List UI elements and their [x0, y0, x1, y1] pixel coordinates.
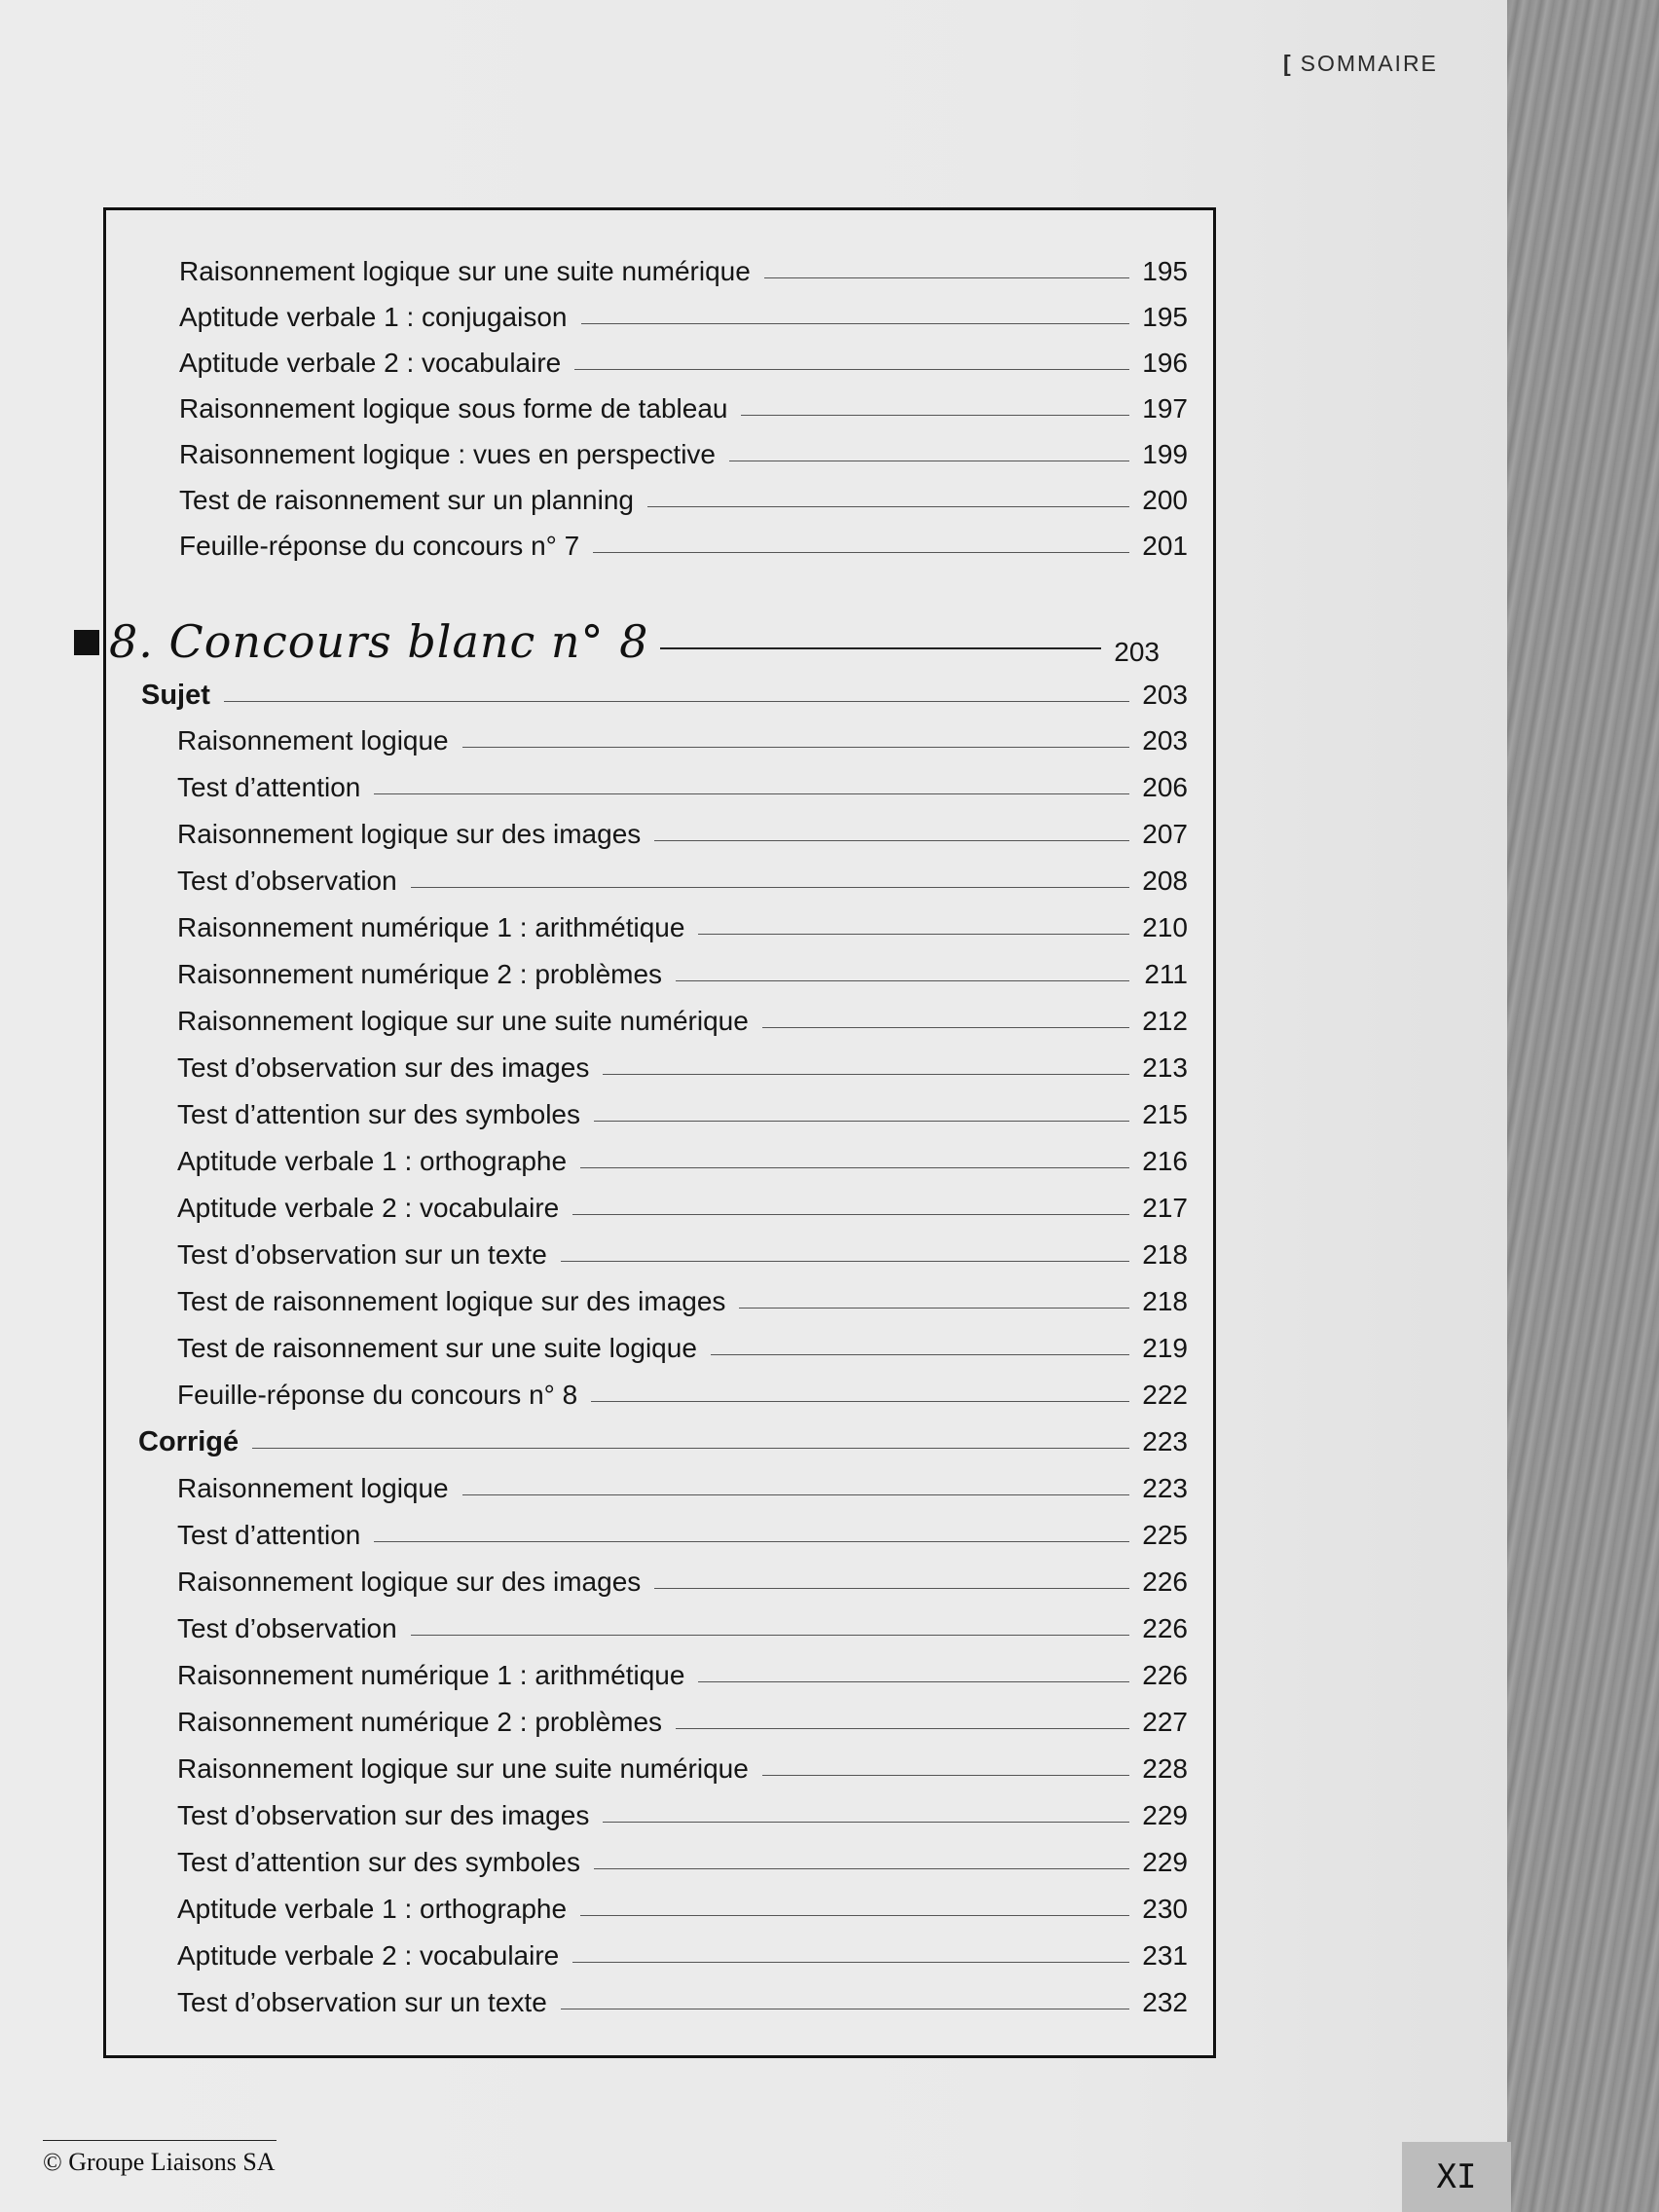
copyright-notice: © Groupe Liaisons SA: [43, 2148, 276, 2176]
table-of-contents: [103, 207, 1216, 2058]
toc-entry[interactable]: [177, 1603, 1188, 1645]
toc-entry-page: 201: [1142, 531, 1188, 561]
toc-entry[interactable]: [177, 902, 1188, 944]
dot-leader: [561, 2008, 1129, 2009]
toc-entry-page: 229: [1142, 1847, 1188, 1877]
toc-entry[interactable]: [179, 337, 1188, 380]
page-numeral: XI: [1436, 2157, 1477, 2196]
toc-entry-page: 200: [1142, 485, 1188, 515]
toc-entry[interactable]: [179, 291, 1188, 334]
toc-entry[interactable]: [177, 1275, 1188, 1318]
toc-entry-label: Raisonnement numérique 2 : problèmes: [177, 959, 663, 989]
toc-entry-label: Aptitude verbale 1 : orthographe: [177, 1894, 568, 1924]
toc-entry[interactable]: [177, 1696, 1188, 1739]
toc-entry-page: 213: [1142, 1052, 1188, 1083]
toc-entry[interactable]: [177, 1042, 1188, 1085]
toc-entry-label: Test d’attention sur des symboles: [177, 1099, 580, 1129]
toc-entry[interactable]: [179, 428, 1188, 471]
toc-entry-page: 218: [1142, 1286, 1188, 1316]
header-bracket: [: [1283, 51, 1293, 76]
dot-leader: [594, 1120, 1129, 1122]
toc-entry[interactable]: [177, 1229, 1188, 1272]
toc-entry-label: Raisonnement numérique 2 : problèmes: [177, 1707, 663, 1737]
toc-entry-page: 226: [1142, 1567, 1188, 1597]
toc-entry-page: 229: [1142, 1800, 1188, 1830]
toc-entry[interactable]: [177, 808, 1188, 851]
toc-entry-label: Raisonnement logique: [177, 725, 449, 756]
dot-leader: [711, 1353, 1129, 1355]
toc-entry[interactable]: [177, 1556, 1188, 1599]
dot-leader: [654, 839, 1129, 841]
toc-entry-label: Test d’attention: [177, 1520, 361, 1550]
toc-entry[interactable]: [177, 1088, 1188, 1131]
dot-leader: [762, 1774, 1129, 1776]
toc-entry-page: 227: [1142, 1707, 1188, 1737]
dot-leader: [739, 1307, 1129, 1309]
toc-section-corrige[interactable]: [138, 1416, 1188, 1458]
dot-leader: [603, 1821, 1129, 1823]
toc-entry[interactable]: [179, 383, 1188, 425]
dot-leader: [698, 1680, 1129, 1682]
toc-entry[interactable]: [177, 761, 1188, 804]
toc-entry-label: Test d’observation: [177, 866, 397, 896]
section-label: Sujet: [141, 680, 210, 711]
dot-leader: [591, 1400, 1129, 1402]
dot-leader: [647, 505, 1129, 507]
toc-entry-label: Aptitude verbale 1 : conjugaison: [179, 302, 568, 332]
toc-entry-page: 195: [1142, 302, 1188, 332]
toc-entry-label: Test de raisonnement sur une suite logique: [177, 1333, 697, 1363]
dot-leader: [411, 1634, 1129, 1636]
toc-entry-page: 226: [1142, 1660, 1188, 1690]
chapter-heading[interactable]: [74, 593, 1160, 671]
section-page: 203: [1142, 680, 1188, 710]
dot-leader: [374, 793, 1129, 794]
toc-entry-page: 231: [1142, 1940, 1188, 1971]
toc-entry[interactable]: [177, 948, 1188, 991]
toc-entry-label: Feuille-réponse du concours n° 8: [177, 1380, 578, 1410]
dot-leader: [411, 886, 1129, 888]
toc-entry-page: 215: [1142, 1099, 1188, 1129]
toc-entry-label: Test d’observation sur un texte: [177, 1987, 547, 2017]
toc-entry-label: Feuille-réponse du concours n° 7: [179, 531, 580, 561]
chapter-title: 8. Concours blanc n° 8: [109, 615, 649, 668]
toc-entry-label: Raisonnement numérique 1 : arithmétique: [177, 912, 685, 942]
toc-entry-page: 211: [1144, 959, 1188, 989]
dot-leader: [561, 1260, 1129, 1262]
toc-entry-page: 230: [1142, 1894, 1188, 1924]
toc-entry-page: 217: [1142, 1193, 1188, 1223]
dot-leader: [572, 1213, 1129, 1215]
toc-entry-page: 218: [1142, 1239, 1188, 1270]
dot-leader: [581, 322, 1130, 324]
dot-leader: [741, 414, 1129, 416]
toc-entry-label: Aptitude verbale 2 : vocabulaire: [177, 1940, 560, 1971]
dot-leader: [580, 1914, 1129, 1916]
dot-leader: [580, 1166, 1129, 1168]
toc-entry-label: Test d’observation sur un texte: [177, 1239, 547, 1270]
toc-entry[interactable]: [179, 520, 1188, 563]
toc-entry-page: 195: [1142, 256, 1188, 286]
section-page: 223: [1142, 1426, 1188, 1456]
dot-leader: [252, 1447, 1129, 1449]
footer-rule: [43, 2140, 276, 2141]
toc-entry-page: 207: [1142, 819, 1188, 849]
dot-leader: [224, 700, 1129, 702]
chapter-rule: [660, 646, 1101, 649]
toc-entry-label: Test d’attention sur des symboles: [177, 1847, 580, 1877]
running-header: [1283, 51, 1438, 77]
toc-entry-page: 216: [1142, 1146, 1188, 1176]
toc-entry[interactable]: [177, 1462, 1188, 1505]
dot-leader: [654, 1587, 1129, 1589]
toc-entry-page: 232: [1142, 1987, 1188, 2017]
section-label: Corrigé: [138, 1426, 240, 1457]
toc-entry[interactable]: [177, 855, 1188, 898]
toc-entry-page: 228: [1142, 1753, 1188, 1784]
toc-entry[interactable]: [177, 1509, 1188, 1552]
toc-entry[interactable]: [179, 245, 1188, 288]
toc-entry-page: 196: [1142, 348, 1188, 378]
dot-leader: [676, 979, 1129, 981]
toc-entry-label: Raisonnement logique sur une suite numérique: [177, 1753, 749, 1784]
toc-entry[interactable]: [177, 1322, 1188, 1365]
toc-entry-label: Raisonnement logique : vues en perspective: [179, 439, 717, 469]
toc-entry-page: 206: [1142, 772, 1188, 802]
toc-entry[interactable]: [177, 1836, 1188, 1879]
toc-entry-label: Raisonnement logique sur une suite numérique: [177, 1006, 749, 1036]
toc-entry-page: 212: [1142, 1006, 1188, 1036]
dot-leader: [676, 1727, 1129, 1729]
toc-entry-label: Raisonnement numérique 1 : arithmétique: [177, 1660, 685, 1690]
toc-entry-label: Test d’attention: [177, 772, 361, 802]
toc-section-sujet[interactable]: [141, 669, 1188, 712]
dot-leader: [764, 276, 1129, 278]
toc-entry-page: 226: [1142, 1613, 1188, 1643]
toc-entry-page: 210: [1142, 912, 1188, 942]
toc-entry-page: 197: [1142, 393, 1188, 424]
book-spine-edge: [1507, 0, 1659, 2212]
toc-entry-label: Test d’observation sur des images: [177, 1800, 590, 1830]
toc-entry-label: Aptitude verbale 2 : vocabulaire: [179, 348, 562, 378]
dot-leader: [374, 1540, 1129, 1542]
dot-leader: [572, 1961, 1129, 1963]
toc-entry-page: 208: [1142, 866, 1188, 896]
toc-entry-label: Raisonnement logique sous forme de tableau: [179, 393, 728, 424]
dot-leader: [698, 933, 1129, 935]
toc-entry[interactable]: [177, 1369, 1188, 1412]
toc-entry-label: Test de raisonnement sur un planning: [179, 485, 634, 515]
toc-entry[interactable]: [177, 1789, 1188, 1832]
toc-entry-page: 223: [1142, 1473, 1188, 1503]
toc-entry[interactable]: [177, 1930, 1188, 1972]
toc-entry-page: 222: [1142, 1380, 1188, 1410]
toc-entry-label: Aptitude verbale 1 : orthographe: [177, 1146, 568, 1176]
toc-entry[interactable]: [177, 1743, 1188, 1786]
toc-entry[interactable]: [177, 1883, 1188, 1926]
dot-leader: [762, 1026, 1129, 1028]
toc-entry[interactable]: [179, 474, 1188, 517]
toc-entry[interactable]: [177, 1649, 1188, 1692]
toc-entry-label: Test d’observation: [177, 1613, 397, 1643]
dot-leader: [593, 551, 1129, 553]
dot-leader: [594, 1867, 1129, 1869]
header-title: SOMMAIRE: [1300, 51, 1438, 76]
toc-entry[interactable]: [177, 1135, 1188, 1178]
toc-entry-label: Raisonnement logique: [177, 1473, 449, 1503]
toc-entry-label: Test d’observation sur des images: [177, 1052, 590, 1083]
dot-leader: [603, 1073, 1129, 1075]
toc-entry-label: Raisonnement logique sur des images: [177, 1567, 642, 1597]
toc-entry[interactable]: [177, 715, 1188, 757]
dot-leader: [462, 746, 1129, 748]
toc-entry-page: 203: [1142, 725, 1188, 756]
dot-leader: [729, 460, 1129, 461]
chapter-page: 203: [1114, 637, 1160, 667]
toc-entry-page: 219: [1142, 1333, 1188, 1363]
toc-entry-label: Test de raisonnement logique sur des images: [177, 1286, 726, 1316]
chapter-bullet-square: [74, 630, 99, 655]
dot-leader: [462, 1493, 1129, 1495]
toc-entry[interactable]: [177, 1182, 1188, 1225]
toc-entry[interactable]: [177, 1976, 1188, 2019]
toc-entry-page: 225: [1142, 1520, 1188, 1550]
toc-entry-label: Raisonnement logique sur des images: [177, 819, 642, 849]
toc-entry-label: Aptitude verbale 2 : vocabulaire: [177, 1193, 560, 1223]
toc-entry-page: 199: [1142, 439, 1188, 469]
toc-entry-label: Raisonnement logique sur une suite numérique: [179, 256, 751, 286]
toc-entry[interactable]: [177, 995, 1188, 1038]
page-number-tab: [1402, 2142, 1511, 2212]
dot-leader: [574, 368, 1129, 370]
